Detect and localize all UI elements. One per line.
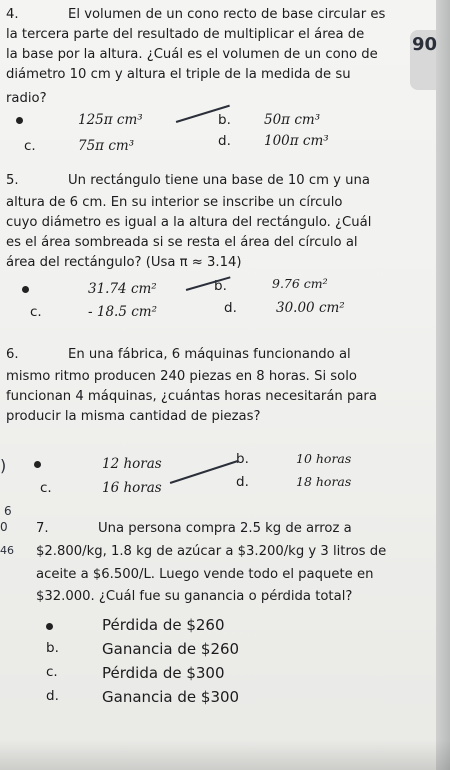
q6-option-d-label[interactable]: d.: [236, 474, 249, 490]
selected-mark-icon: [16, 117, 23, 124]
q6-line-4: producir la misma cantidad de piezas?: [6, 409, 261, 424]
q5-line-2: altura de 6 cm. En su interior se inscribe un círculo: [6, 195, 343, 210]
q6-option-b-label[interactable]: b.: [236, 451, 249, 467]
q6-option-b-value: 10 horas: [296, 451, 352, 466]
q7-option-d-label[interactable]: d.: [46, 688, 59, 704]
q4-option-c-label[interactable]: c.: [24, 138, 36, 154]
q6-line-2: mismo ritmo producen 240 piezas en 8 horas. Si solo: [6, 369, 357, 384]
q5-line-4: es el área sombreada si se resta el área del círculo al: [6, 235, 358, 250]
q7-option-b-value: Ganancia de $260: [102, 640, 240, 658]
q5-option-c-value: - 18.5 cm²: [88, 304, 157, 320]
q5-option-b-label[interactable]: b.: [214, 278, 227, 294]
q5-line-3: cuyo diámetro es igual a la altura del rectángulo. ¿Cuál: [6, 215, 372, 230]
q5-option-d-label[interactable]: d.: [224, 300, 237, 316]
q7-number: 7.: [36, 521, 49, 536]
q7-line-3: aceite a $6.500/L. Luego vende todo el paquete en: [36, 567, 374, 582]
selected-mark-icon: [34, 461, 41, 468]
q4-option-c-value: 75π cm³: [78, 138, 135, 154]
q5-option-c-label[interactable]: c.: [30, 304, 42, 320]
margin-note-0: 0: [0, 520, 8, 534]
q4-option-d-value: 100π cm³: [264, 133, 329, 149]
q7-line-2: $2.800/kg, 1.8 kg de azúcar a $3.200/kg y 3 litros de: [36, 544, 387, 559]
q6-line-3: funcionan 4 máquinas, ¿cuántas horas necesitarán para: [6, 389, 377, 404]
q4-line-5: radio?: [6, 91, 47, 106]
q4-option-b-value: 50π cm³: [264, 112, 321, 128]
q7-line-1: 7. Una persona compra 2.5 kg de arroz a: [36, 521, 352, 536]
q7-option-c-value: Pérdida de $300: [102, 664, 225, 682]
q6-option-c-label[interactable]: c.: [40, 480, 52, 496]
q4-line-1: 4. El volumen de un cono recto de base circular es: [6, 7, 386, 22]
q7-option-a-value: Pérdida de $260: [102, 616, 225, 634]
q6-line-1: 6. En una fábrica, 6 máquinas funcionando al: [6, 347, 351, 362]
q6-number: 6.: [6, 347, 19, 362]
q7-line-4: $32.000. ¿Cuál fue su ganancia o pérdida total?: [36, 589, 353, 604]
q6-option-d-value: 18 horas: [296, 474, 352, 489]
selected-mark-icon: [46, 623, 53, 630]
page-shadow: [0, 740, 450, 770]
q5-line-1: 5. Un rectángulo tiene una base de 10 cm y una: [6, 173, 370, 188]
q4-option-a[interactable]: [16, 112, 25, 128]
margin-note-6: 6: [4, 504, 12, 518]
q7-option-d-value: Ganancia de $300: [102, 688, 240, 706]
q5-option-a-value: 31.74 cm²: [88, 281, 157, 297]
q4-line-3: la base por la altura. ¿Cuál es el volumen de un cono de: [6, 47, 378, 62]
margin-note-top-right: 90: [412, 34, 438, 55]
q7-option-c-label[interactable]: c.: [46, 664, 58, 680]
q6-option-a-value: 12 horas: [102, 456, 162, 472]
q4-line-4: diámetro 10 cm y altura el triple de la medida de su: [6, 67, 351, 82]
q4-option-a-value: 125π cm³: [78, 112, 143, 128]
margin-mark: ): [0, 456, 7, 475]
q5-option-a[interactable]: [22, 281, 31, 297]
q4-option-d-label[interactable]: d.: [218, 133, 231, 149]
selected-mark-icon: [22, 286, 29, 293]
q4-option-b-label[interactable]: b.: [218, 112, 231, 128]
q4-line-2: la tercera parte del resultado de multiplicar el área de: [6, 27, 365, 42]
q5-option-b-value: 9.76 cm²: [272, 276, 328, 291]
q5-line-5: área del rectángulo? (Usa π ≈ 3.14): [6, 255, 242, 270]
q7-option-a[interactable]: [46, 618, 55, 634]
margin-note-46: 46: [0, 544, 14, 557]
q5-number: 5.: [6, 173, 19, 188]
q7-option-b-label[interactable]: b.: [46, 640, 59, 656]
q6-option-a[interactable]: [34, 456, 43, 472]
q6-option-c-value: 16 horas: [102, 480, 162, 496]
q5-option-d-value: 30.00 cm²: [276, 300, 345, 316]
page-edge: [436, 0, 450, 770]
q4-number: 4.: [6, 7, 19, 22]
